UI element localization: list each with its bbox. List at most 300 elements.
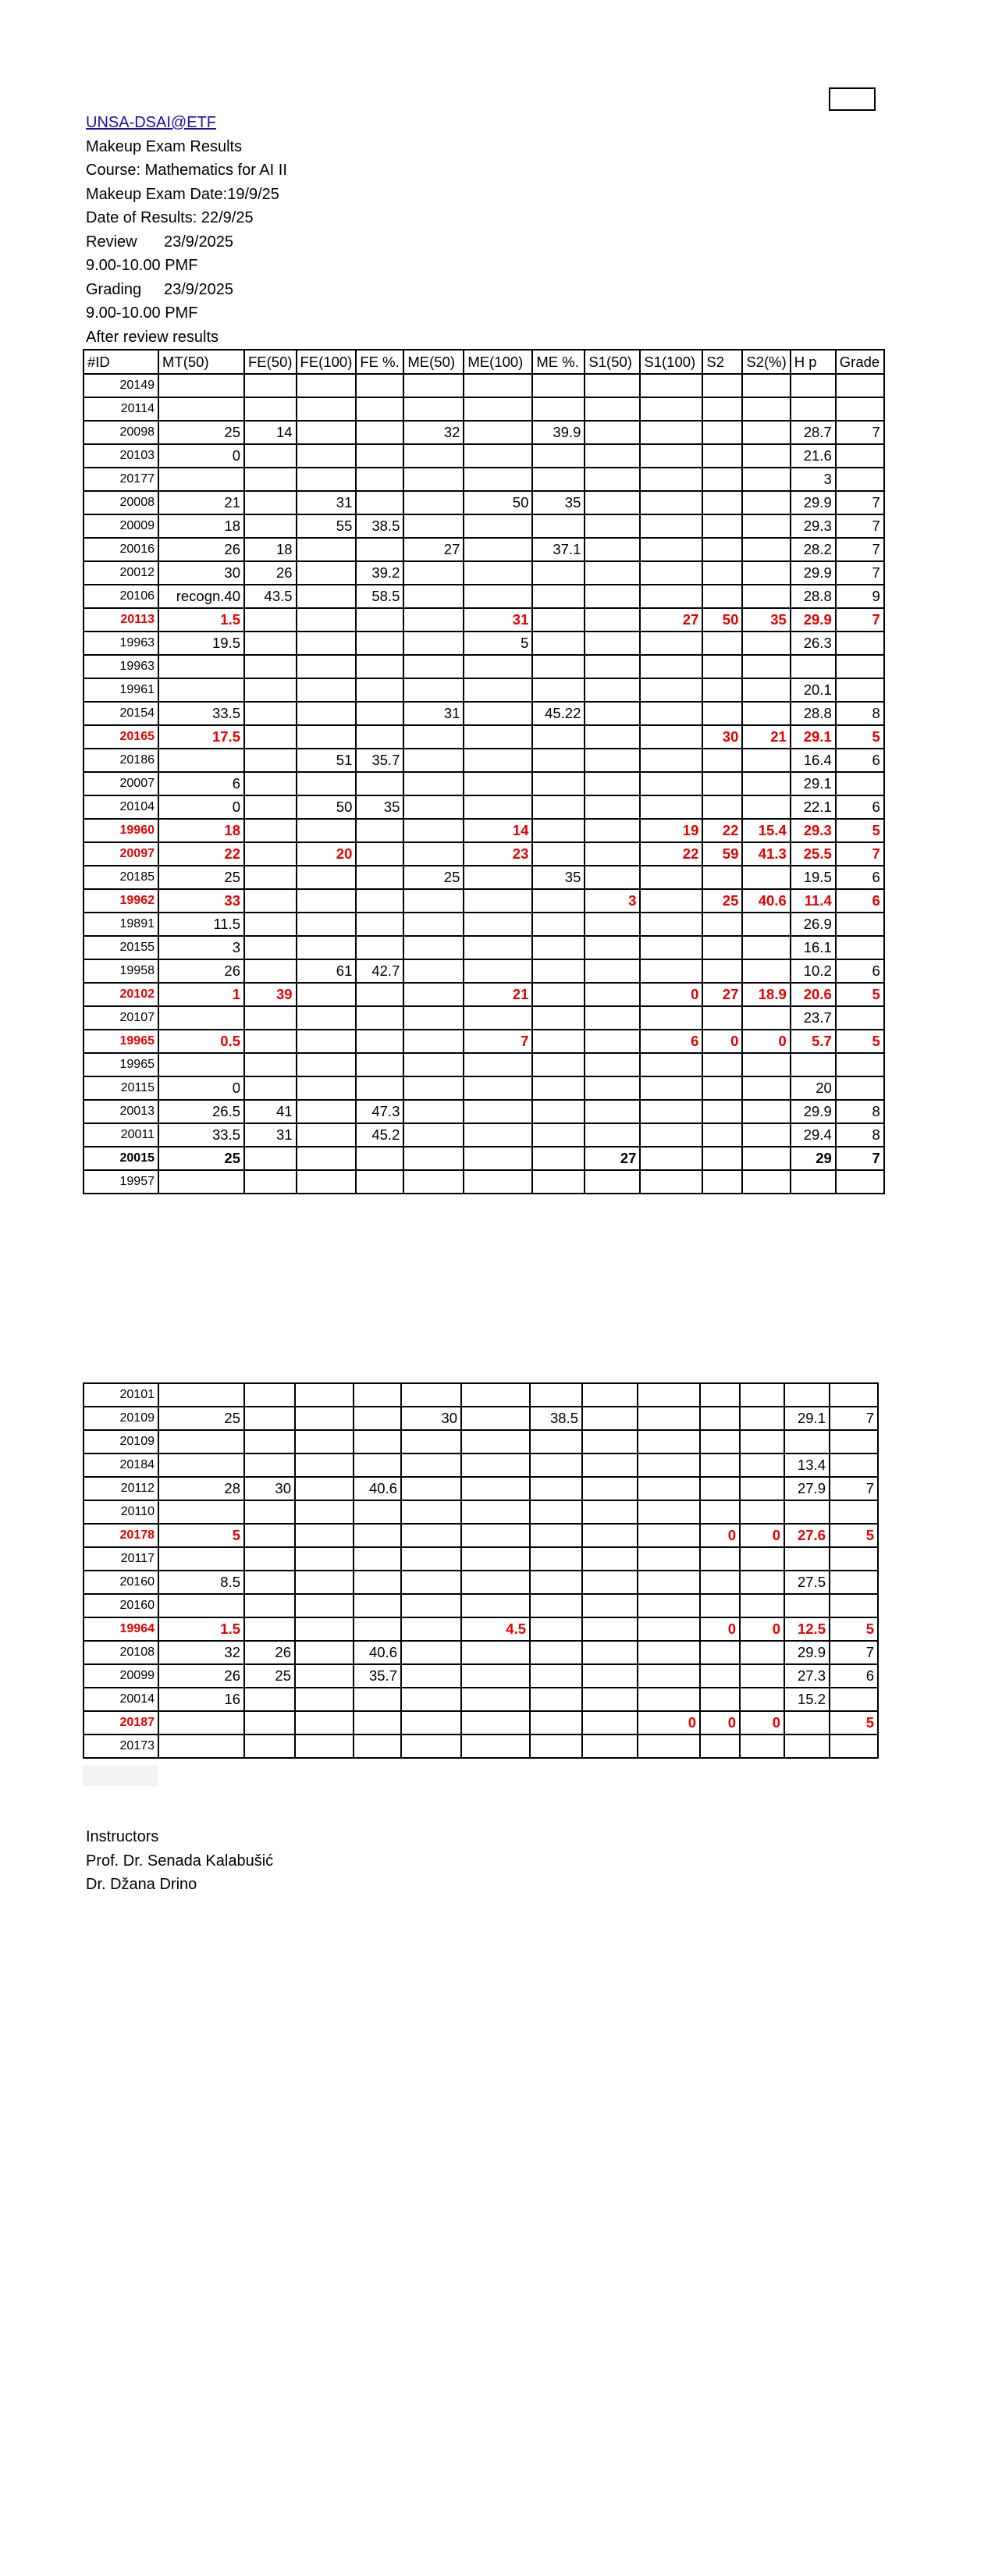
score-cell: [830, 1594, 878, 1617]
score-cell: [461, 1688, 530, 1711]
student-id-cell: 20149: [84, 374, 158, 397]
score-cell: [401, 1711, 461, 1735]
score-cell: [530, 1641, 582, 1664]
score-cell: 21: [158, 491, 244, 514]
score-cell: [464, 1100, 532, 1123]
score-cell: [295, 1524, 354, 1547]
score-cell: 7: [830, 1477, 878, 1500]
score-cell: 31: [403, 702, 464, 725]
table-row: [84, 702, 884, 725]
score-cell: 29: [791, 1147, 836, 1170]
score-cell: 0: [158, 1076, 244, 1100]
table-row: [84, 1407, 878, 1430]
score-cell: 0: [740, 1617, 784, 1641]
score-cell: 29.3: [791, 514, 836, 538]
score-cell: [740, 1688, 784, 1711]
score-cell: [464, 561, 532, 585]
score-cell: 28.8: [791, 585, 836, 608]
score-cell: [244, 1617, 295, 1641]
score-cell: [356, 913, 403, 936]
score-cell: 39.2: [356, 561, 403, 585]
score-cell: 61: [297, 959, 357, 983]
score-cell: [244, 772, 297, 795]
score-cell: [702, 795, 742, 819]
score-cell: [295, 1571, 354, 1594]
score-cell: [585, 1100, 640, 1123]
score-cell: [461, 1711, 530, 1735]
score-cell: [784, 1735, 830, 1758]
score-cell: [702, 1147, 742, 1170]
score-cell: [158, 1500, 244, 1524]
score-cell: [702, 959, 742, 983]
score-cell: 7: [836, 608, 884, 632]
score-cell: [464, 421, 532, 444]
score-cell: [640, 795, 702, 819]
score-cell: [585, 749, 640, 772]
score-cell: [403, 772, 464, 795]
student-id-cell: 20113: [84, 608, 158, 632]
score-cell: [532, 1147, 585, 1170]
score-cell: [464, 913, 532, 936]
column-header: S2: [702, 350, 742, 374]
table-row: [84, 1430, 878, 1453]
score-cell: [461, 1524, 530, 1547]
score-cell: [638, 1571, 700, 1594]
score-cell: [532, 936, 585, 959]
score-cell: [582, 1524, 638, 1547]
score-cell: [461, 1477, 530, 1500]
table-row: [84, 1006, 884, 1030]
score-cell: 19.5: [791, 866, 836, 889]
score-cell: 5: [836, 983, 884, 1006]
table-row: [84, 374, 884, 397]
score-cell: [702, 421, 742, 444]
score-cell: [836, 397, 884, 421]
score-cell: [297, 561, 357, 585]
score-cell: [244, 1524, 295, 1547]
student-id-cell: 19960: [84, 819, 158, 842]
score-cell: 14: [244, 421, 297, 444]
score-cell: 0: [158, 795, 244, 819]
score-cell: [158, 374, 244, 397]
score-cell: [830, 1571, 878, 1594]
student-id-cell: 20007: [84, 772, 158, 795]
score-cell: [791, 374, 836, 397]
score-cell: [354, 1711, 401, 1735]
score-cell: [297, 632, 357, 655]
score-cell: [297, 678, 357, 702]
score-cell: [356, 655, 403, 678]
score-cell: 26.9: [791, 913, 836, 936]
score-cell: 7: [836, 1147, 884, 1170]
score-cell: 29.9: [791, 561, 836, 585]
score-cell: 26.3: [791, 632, 836, 655]
score-cell: [791, 1170, 836, 1194]
score-cell: [158, 1383, 244, 1407]
score-cell: 35: [532, 866, 585, 889]
score-cell: [742, 1100, 790, 1123]
score-cell: 22: [702, 819, 742, 842]
instructor-name: Dr. Džana Drino: [86, 1876, 197, 1893]
score-cell: [742, 538, 790, 561]
score-cell: [403, 1076, 464, 1100]
score-cell: [640, 959, 702, 983]
score-cell: 8: [836, 702, 884, 725]
results-table-2: [83, 1382, 879, 1759]
score-cell: [244, 1053, 297, 1076]
score-cell: [700, 1735, 740, 1758]
score-cell: [297, 1147, 357, 1170]
score-cell: [530, 1430, 582, 1453]
score-cell: [244, 374, 297, 397]
score-cell: [530, 1477, 582, 1500]
score-cell: [530, 1664, 582, 1688]
table-row: [84, 959, 884, 983]
score-cell: 5: [830, 1711, 878, 1735]
score-cell: 28.2: [791, 538, 836, 561]
score-cell: [640, 561, 702, 585]
student-id-cell: 19965: [84, 1030, 158, 1053]
score-cell: [297, 1170, 357, 1194]
score-cell: [585, 866, 640, 889]
score-cell: 5: [830, 1524, 878, 1547]
score-cell: [295, 1594, 354, 1617]
column-header: S1(100): [640, 350, 702, 374]
score-cell: [582, 1477, 638, 1500]
score-cell: [532, 725, 585, 749]
score-cell: [702, 749, 742, 772]
score-cell: [532, 468, 585, 491]
score-cell: 40.6: [354, 1477, 401, 1500]
score-cell: [297, 819, 357, 842]
score-cell: 8: [836, 1100, 884, 1123]
score-cell: 3: [791, 468, 836, 491]
score-cell: [702, 678, 742, 702]
score-cell: [640, 866, 702, 889]
score-cell: [702, 468, 742, 491]
score-cell: [403, 983, 464, 1006]
table-row: [84, 1053, 884, 1076]
table-row: [84, 749, 884, 772]
score-cell: 42.7: [356, 959, 403, 983]
score-cell: [356, 538, 403, 561]
score-cell: [784, 1594, 830, 1617]
student-id-cell: 20102: [84, 983, 158, 1006]
score-cell: [401, 1735, 461, 1758]
score-cell: 45.2: [356, 1123, 403, 1147]
score-cell: [530, 1547, 582, 1571]
student-id-cell: 20097: [84, 842, 158, 866]
student-id-cell: 20177: [84, 468, 158, 491]
score-cell: [532, 678, 585, 702]
student-id-cell: 20160: [84, 1571, 158, 1594]
score-cell: [700, 1664, 740, 1688]
score-cell: [464, 397, 532, 421]
score-cell: [356, 1170, 403, 1194]
score-cell: [742, 632, 790, 655]
score-cell: [461, 1571, 530, 1594]
score-cell: [530, 1711, 582, 1735]
score-cell: [403, 585, 464, 608]
score-cell: [244, 913, 297, 936]
score-cell: [640, 702, 702, 725]
student-id-cell: 19965: [84, 1053, 158, 1076]
score-cell: [640, 913, 702, 936]
score-cell: [530, 1383, 582, 1407]
score-cell: [356, 678, 403, 702]
score-cell: [585, 936, 640, 959]
score-cell: [532, 1076, 585, 1100]
score-cell: 59: [702, 842, 742, 866]
student-id-cell: 19962: [84, 889, 158, 913]
score-cell: [356, 702, 403, 725]
score-cell: [461, 1594, 530, 1617]
table-row: [84, 842, 884, 866]
score-cell: [356, 421, 403, 444]
score-cell: [532, 1123, 585, 1147]
table-row: [84, 983, 884, 1006]
review-row: [86, 230, 287, 254]
score-cell: 27.5: [784, 1571, 830, 1594]
score-cell: [401, 1571, 461, 1594]
score-cell: [532, 632, 585, 655]
score-cell: [244, 655, 297, 678]
score-cell: [740, 1500, 784, 1524]
score-cell: [356, 632, 403, 655]
column-header: ME(100): [464, 350, 532, 374]
score-cell: [585, 959, 640, 983]
score-cell: [354, 1430, 401, 1453]
grading-date: 23/9/2025: [164, 280, 233, 298]
score-cell: [158, 1170, 244, 1194]
score-cell: [742, 444, 790, 468]
score-cell: [244, 1076, 297, 1100]
score-cell: [401, 1547, 461, 1571]
student-id-cell: 19957: [84, 1170, 158, 1194]
score-cell: [702, 561, 742, 585]
score-cell: [530, 1688, 582, 1711]
score-cell: 22.1: [791, 795, 836, 819]
score-cell: [297, 538, 357, 561]
score-cell: [638, 1407, 700, 1430]
score-cell: [640, 1053, 702, 1076]
score-cell: 26: [244, 1641, 295, 1664]
score-cell: [585, 655, 640, 678]
score-cell: [464, 889, 532, 913]
score-cell: [244, 1711, 295, 1735]
score-cell: [742, 866, 790, 889]
score-cell: [702, 936, 742, 959]
score-cell: 7: [830, 1407, 878, 1430]
student-id-cell: 20109: [84, 1407, 158, 1430]
table-row: [84, 866, 884, 889]
score-cell: [530, 1453, 582, 1477]
score-cell: [530, 1500, 582, 1524]
score-cell: [297, 421, 357, 444]
score-cell: [638, 1477, 700, 1500]
score-cell: 5: [836, 1030, 884, 1053]
score-cell: 16.4: [791, 749, 836, 772]
score-cell: [640, 1006, 702, 1030]
score-cell: [532, 1170, 585, 1194]
score-cell: [244, 889, 297, 913]
score-cell: [356, 608, 403, 632]
score-cell: [585, 585, 640, 608]
table-row: [84, 772, 884, 795]
score-cell: [354, 1617, 401, 1641]
student-id-cell: 19891: [84, 913, 158, 936]
score-cell: [702, 1100, 742, 1123]
score-cell: [297, 1030, 357, 1053]
score-cell: 18.9: [742, 983, 790, 1006]
score-cell: 22: [158, 842, 244, 866]
score-cell: 19: [640, 819, 702, 842]
score-cell: [464, 725, 532, 749]
score-cell: 14: [464, 819, 532, 842]
score-cell: [401, 1688, 461, 1711]
student-id-cell: 20187: [84, 1711, 158, 1735]
score-cell: 33: [158, 889, 244, 913]
score-cell: [742, 514, 790, 538]
score-cell: 0: [700, 1617, 740, 1641]
page-header: [86, 111, 287, 349]
score-cell: [244, 959, 297, 983]
score-cell: [403, 1123, 464, 1147]
score-cell: [742, 913, 790, 936]
score-cell: [585, 397, 640, 421]
score-cell: [244, 1407, 295, 1430]
score-cell: [836, 1006, 884, 1030]
table-row: [84, 1100, 884, 1123]
score-cell: [585, 795, 640, 819]
score-cell: [836, 936, 884, 959]
score-cell: [640, 468, 702, 491]
score-cell: [356, 374, 403, 397]
score-cell: [356, 491, 403, 514]
score-cell: 16.1: [791, 936, 836, 959]
score-cell: [403, 655, 464, 678]
score-cell: [244, 795, 297, 819]
score-cell: [740, 1430, 784, 1453]
score-cell: 18: [158, 514, 244, 538]
score-cell: [702, 866, 742, 889]
score-cell: 29.1: [784, 1407, 830, 1430]
score-cell: [830, 1430, 878, 1453]
table-row: [84, 795, 884, 819]
score-cell: [464, 1123, 532, 1147]
score-cell: [403, 444, 464, 468]
score-cell: [530, 1594, 582, 1617]
student-id-cell: 20173: [84, 1735, 158, 1758]
score-cell: [532, 655, 585, 678]
score-cell: [791, 1053, 836, 1076]
table-row: [84, 1123, 884, 1147]
page-title: Makeup Exam Results: [86, 137, 243, 155]
score-cell: 19.5: [158, 632, 244, 655]
score-cell: [836, 1053, 884, 1076]
score-cell: [836, 678, 884, 702]
score-cell: 26.5: [158, 1100, 244, 1123]
instructors-label: Instructors: [86, 1828, 159, 1845]
score-cell: [295, 1688, 354, 1711]
score-cell: 10.2: [791, 959, 836, 983]
score-cell: 25: [403, 866, 464, 889]
score-cell: [356, 1147, 403, 1170]
results-date: Date of Results: 22/9/25: [86, 209, 254, 226]
score-cell: [702, 538, 742, 561]
results-table-1: [83, 349, 885, 1194]
column-header: FE(50): [244, 350, 297, 374]
score-cell: 7: [836, 561, 884, 585]
score-cell: 37.1: [532, 538, 585, 561]
student-id-cell: 20009: [84, 514, 158, 538]
score-cell: [297, 702, 357, 725]
score-cell: [403, 468, 464, 491]
score-cell: [638, 1641, 700, 1664]
score-cell: 6: [158, 772, 244, 795]
score-cell: [702, 1170, 742, 1194]
score-cell: 29.9: [791, 491, 836, 514]
table-row: [84, 1170, 884, 1194]
score-cell: 3: [158, 936, 244, 959]
score-cell: [582, 1711, 638, 1735]
score-cell: 29.4: [791, 1123, 836, 1147]
student-id-cell: 20165: [84, 725, 158, 749]
score-cell: [464, 655, 532, 678]
score-cell: [356, 889, 403, 913]
score-cell: [585, 374, 640, 397]
table-header-row: [84, 350, 884, 374]
score-cell: [403, 889, 464, 913]
table-row: [84, 397, 884, 421]
column-header: ME %.: [532, 350, 585, 374]
score-cell: [297, 374, 357, 397]
score-cell: [585, 561, 640, 585]
score-cell: [585, 491, 640, 514]
department-link[interactable]: UNSA-DSAI@ETF: [86, 114, 216, 131]
score-cell: [295, 1383, 354, 1407]
score-cell: [585, 983, 640, 1006]
score-cell: [403, 725, 464, 749]
score-cell: [354, 1594, 401, 1617]
score-cell: [403, 819, 464, 842]
score-cell: [742, 749, 790, 772]
score-cell: [244, 749, 297, 772]
score-cell: [158, 1453, 244, 1477]
score-cell: [640, 1123, 702, 1147]
score-cell: [532, 444, 585, 468]
score-cell: [742, 1170, 790, 1194]
column-header: FE(100): [297, 350, 357, 374]
score-cell: [464, 959, 532, 983]
score-cell: [356, 468, 403, 491]
score-cell: [638, 1735, 700, 1758]
score-cell: 25: [158, 1407, 244, 1430]
score-cell: [297, 866, 357, 889]
score-cell: [742, 795, 790, 819]
score-cell: [532, 913, 585, 936]
score-cell: [638, 1547, 700, 1571]
score-cell: [640, 725, 702, 749]
score-cell: 20.1: [791, 678, 836, 702]
score-cell: [297, 608, 357, 632]
score-cell: [640, 421, 702, 444]
score-cell: 32: [158, 1641, 244, 1664]
score-cell: 25: [158, 421, 244, 444]
score-cell: [532, 514, 585, 538]
score-cell: [403, 374, 464, 397]
score-cell: [702, 1053, 742, 1076]
